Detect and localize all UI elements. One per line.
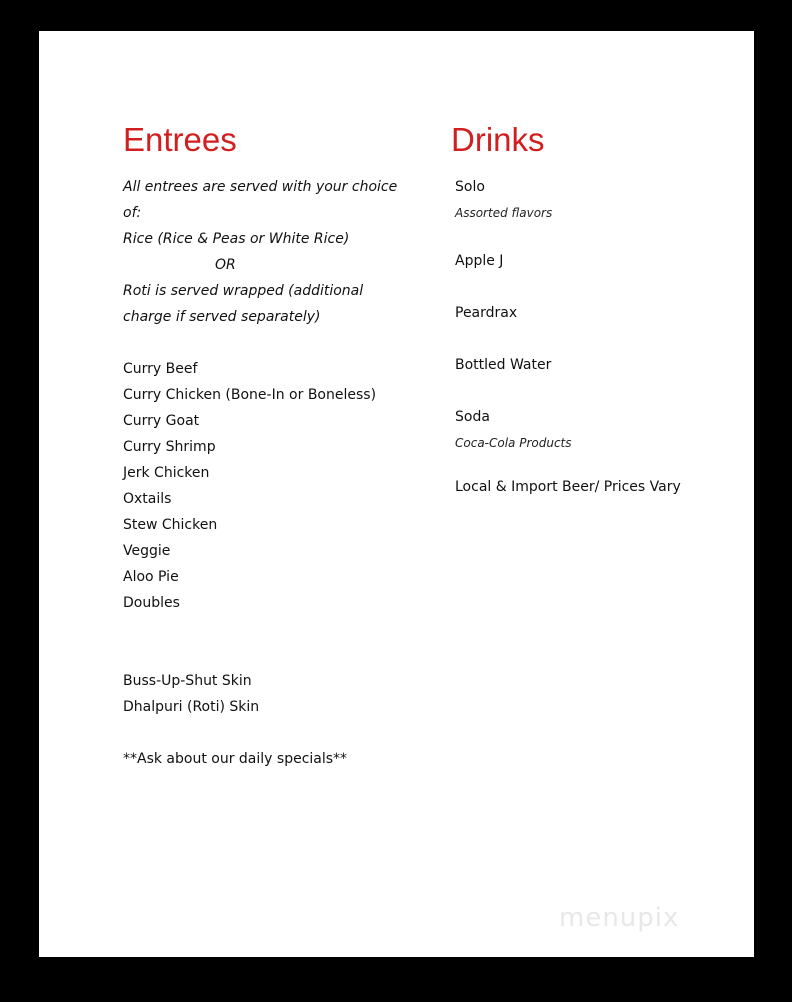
entrees-intro-or: OR: [215, 257, 236, 273]
entree-item: Doubles: [123, 595, 180, 611]
entree-item: Curry Goat: [123, 413, 200, 429]
drinks-heading: Drinks: [451, 121, 545, 158]
drink-item: Apple J: [455, 253, 504, 269]
menupix-watermark: menupix: [559, 903, 680, 933]
entrees-intro-line: Roti is served wrapped (additional: [123, 283, 364, 299]
entree-item: Veggie: [123, 543, 171, 559]
skin-item: Dhalpuri (Roti) Skin: [123, 699, 260, 715]
entrees-heading: Entrees: [123, 121, 237, 158]
drink-item: Soda: [455, 409, 490, 425]
entree-item: Jerk Chicken: [123, 465, 210, 481]
entrees-intro-line: charge if served separately): [123, 309, 321, 325]
entrees-intro-line: of:: [123, 205, 142, 221]
drink-item: Peardrax: [455, 305, 518, 321]
drink-item: Local & Import Beer/ Prices Vary: [455, 479, 681, 495]
drink-note: Coca-Cola Products: [455, 436, 572, 450]
entree-item: Oxtails: [123, 491, 172, 507]
drink-item: Bottled Water: [455, 357, 552, 373]
entree-item: Curry Beef: [123, 361, 198, 377]
entrees-intro-line: Rice (Rice & Peas or White Rice): [123, 231, 350, 247]
entree-item: Curry Shrimp: [123, 439, 216, 455]
drink-item: Solo: [455, 179, 485, 195]
entree-item: Aloo Pie: [123, 569, 179, 585]
daily-specials-note: **Ask about our daily specials**: [123, 751, 348, 767]
entrees-intro-line: All entrees are served with your choice: [123, 179, 398, 195]
entree-item: Stew Chicken: [123, 517, 218, 533]
skin-item: Buss-Up-Shut Skin: [123, 673, 252, 689]
menu-page: [39, 31, 754, 957]
drink-note: Assorted flavors: [455, 206, 553, 220]
entree-item: Curry Chicken (Bone-In or Boneless): [123, 387, 377, 403]
